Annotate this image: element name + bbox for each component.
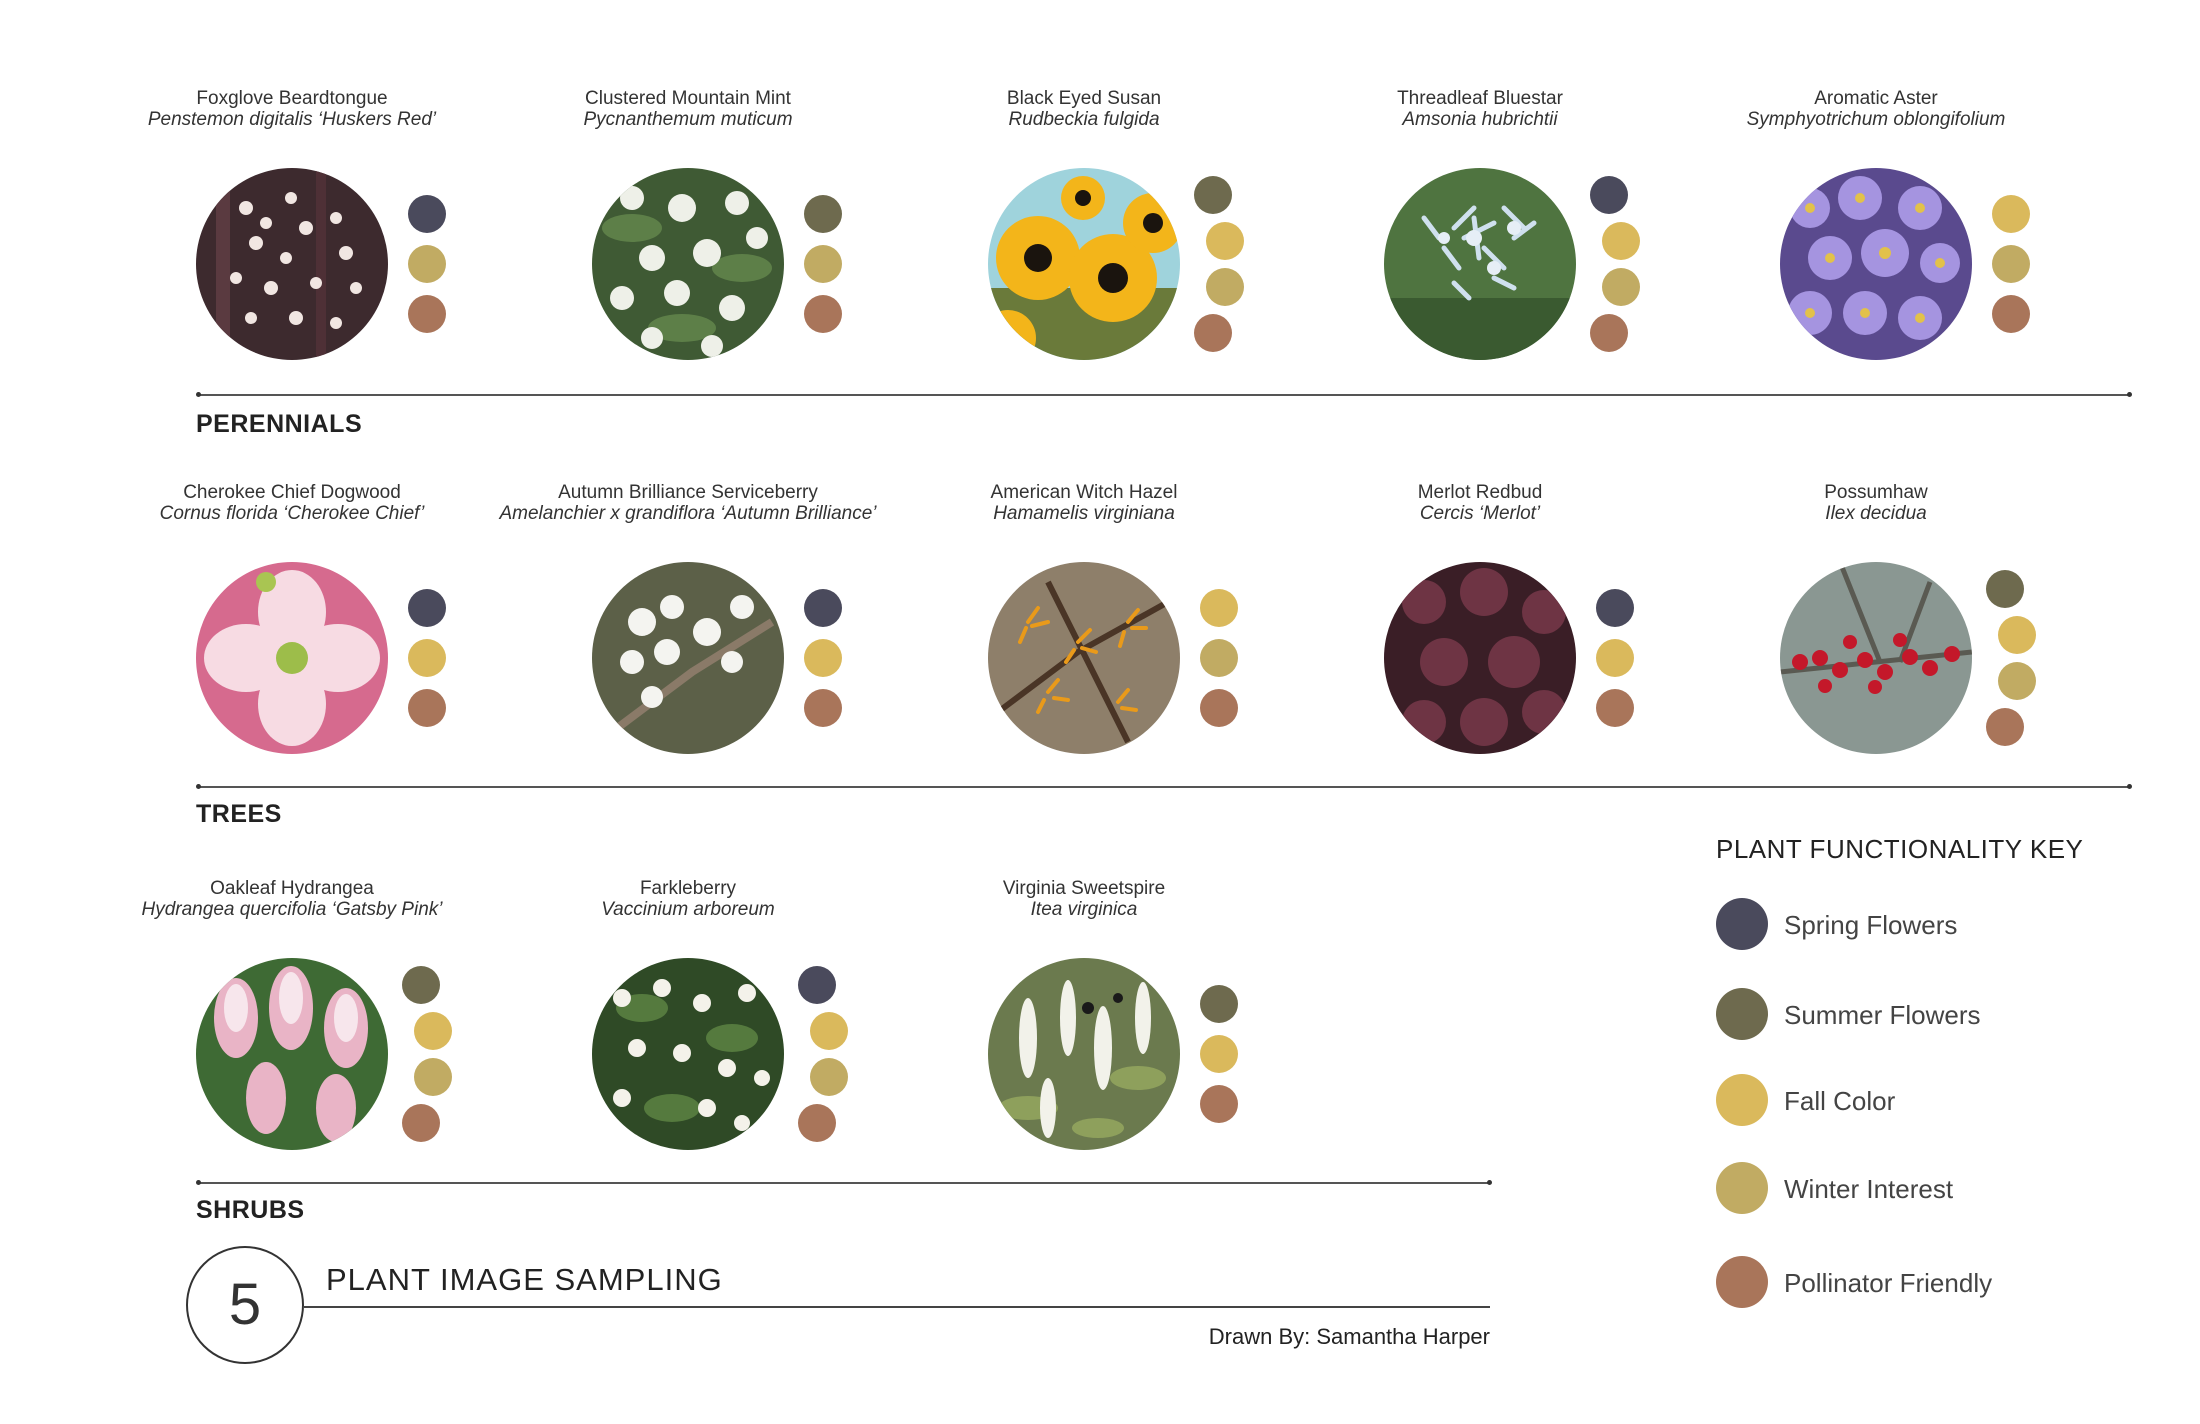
pollinator-function-dot — [804, 295, 842, 333]
key-item-fall — [1716, 1074, 2136, 1126]
sheet-number: 5 — [186, 1246, 304, 1364]
spring-function-dot — [408, 195, 446, 233]
key-item-label: Spring Flowers — [1784, 910, 1958, 940]
plant-common-name: Cherokee Chief Dogwood — [183, 482, 401, 503]
key-item-label: Winter Interest — [1784, 1174, 1954, 1204]
summer-function-dot — [402, 966, 440, 1004]
plant-card — [488, 482, 888, 782]
fall-function-dot — [1200, 589, 1238, 627]
plant-common-name: Virginia Sweetspire — [1002, 878, 1166, 899]
plant-latin-name: Amelanchier x grandiflora ‘Autumn Brilliance’ — [499, 503, 877, 524]
drawn-by-credit: Drawn By: Samantha Harper — [1208, 1324, 1490, 1349]
pollinator-function-dot — [1992, 295, 2030, 333]
plant-latin-name: Vaccinium arboreum — [601, 899, 775, 920]
plant-latin-name: Rudbeckia fulgida — [1008, 109, 1160, 130]
pollinator-function-dot — [1590, 314, 1628, 352]
key-item-winter — [1716, 1162, 2136, 1214]
plant-photo-dogwood — [196, 562, 388, 754]
winter-function-dot — [1998, 662, 2036, 700]
winter-function-dot — [810, 1058, 848, 1096]
plant-photo-farkleberry — [592, 958, 784, 1150]
winter-function-dot — [1206, 268, 1244, 306]
key-item-spring — [1716, 898, 2136, 950]
spring-flowers-swatch — [1716, 898, 1768, 950]
key-item-label: Fall Color — [1784, 1086, 1896, 1116]
fall-function-dot — [804, 639, 842, 677]
key-item-label: Pollinator Friendly — [1784, 1268, 1993, 1298]
winter-function-dot — [804, 245, 842, 283]
summer-flowers-swatch — [1716, 988, 1768, 1040]
plant-photo-aster — [1780, 168, 1972, 360]
fall-function-dot — [1596, 639, 1634, 677]
plant-latin-name: Cornus florida ‘Cherokee Chief’ — [159, 503, 425, 524]
plant-photo-redbud — [1384, 562, 1576, 754]
pollinator-function-dot — [408, 295, 446, 333]
fall-function-dot — [810, 1012, 848, 1050]
winter-function-dot — [414, 1058, 452, 1096]
plant-card — [1280, 88, 1680, 388]
plant-latin-name: Penstemon digitalis ‘Huskers Red’ — [147, 109, 437, 130]
winter-function-dot — [1200, 639, 1238, 677]
key-item-label: Summer Flowers — [1784, 1000, 1981, 1030]
pollinator-function-dot — [1200, 689, 1238, 727]
plant-photo-sweetspire — [988, 958, 1180, 1150]
key-title: PLANT FUNCTIONALITY KEY — [1716, 834, 2084, 864]
plant-photo-bluestar — [1384, 168, 1576, 360]
plant-common-name: Autumn Brilliance Serviceberry — [558, 482, 818, 503]
pollinator-function-dot — [798, 1104, 836, 1142]
fall-function-dot — [1206, 222, 1244, 260]
pollinator-friendly-swatch — [1716, 1256, 1768, 1308]
pollinator-function-dot — [1986, 708, 2024, 746]
plant-common-name: American Witch Hazel — [990, 482, 1178, 503]
plant-latin-name: Pycnanthemum muticum — [583, 109, 793, 130]
summer-function-dot — [1986, 570, 2024, 608]
plant-card — [884, 878, 1284, 1178]
fall-function-dot — [1998, 616, 2036, 654]
spring-function-dot — [1590, 176, 1628, 214]
plant-latin-name: Hydrangea quercifolia ‘Gatsby Pink’ — [141, 899, 443, 920]
spring-function-dot — [798, 966, 836, 1004]
plant-common-name: Oakleaf Hydrangea — [210, 878, 374, 899]
plant-latin-name: Symphyotrichum oblongifolium — [1746, 109, 2006, 130]
winter-function-dot — [408, 245, 446, 283]
winter-interest-swatch — [1716, 1162, 1768, 1214]
pollinator-function-dot — [804, 689, 842, 727]
plant-photo-possumhaw — [1780, 562, 1972, 754]
section-label-shrubs: SHRUBS — [196, 1196, 305, 1224]
plant-card — [884, 482, 1284, 782]
plant-common-name: Merlot Redbud — [1417, 482, 1543, 503]
plant-common-name: Foxglove Beardtongue — [196, 88, 388, 109]
plant-card — [1676, 88, 2076, 388]
summer-function-dot — [1194, 176, 1232, 214]
summer-function-dot — [1200, 985, 1238, 1023]
spring-function-dot — [804, 589, 842, 627]
plant-card — [488, 878, 888, 1178]
pollinator-function-dot — [1194, 314, 1232, 352]
plant-photo-serviceberry — [592, 562, 784, 754]
plant-common-name: Aromatic Aster — [1814, 88, 1938, 109]
plant-card — [92, 482, 492, 782]
plant-common-name: Threadleaf Bluestar — [1397, 88, 1563, 109]
plant-latin-name: Cercis ‘Merlot’ — [1419, 503, 1541, 524]
fall-function-dot — [1992, 195, 2030, 233]
summer-function-dot — [804, 195, 842, 233]
section-divider — [198, 394, 2130, 396]
spring-function-dot — [1596, 589, 1634, 627]
plant-latin-name: Amsonia hubrichtii — [1402, 109, 1558, 130]
plant-card — [92, 878, 492, 1178]
key-item-pollinator — [1716, 1256, 2136, 1308]
plant-card — [488, 88, 888, 388]
title-underline — [304, 1306, 1490, 1308]
plant-photo-penstemon — [196, 168, 388, 360]
plant-photo-mountain-mint — [592, 168, 784, 360]
plant-common-name: Farkleberry — [639, 878, 737, 899]
fall-color-swatch — [1716, 1074, 1768, 1126]
winter-function-dot — [1602, 268, 1640, 306]
plant-common-name: Clustered Mountain Mint — [585, 88, 791, 109]
spring-function-dot — [408, 589, 446, 627]
section-label-perennials: PERENNIALS — [196, 410, 363, 438]
plant-latin-name: Hamamelis virginiana — [993, 503, 1175, 524]
fall-function-dot — [414, 1012, 452, 1050]
sheet-title: PLANT IMAGE SAMPLING — [326, 1262, 723, 1297]
winter-function-dot — [1992, 245, 2030, 283]
plant-card — [1280, 482, 1680, 782]
fall-function-dot — [1200, 1035, 1238, 1073]
plant-latin-name: Itea virginica — [1030, 899, 1138, 920]
plant-common-name: Black Eyed Susan — [1006, 88, 1162, 109]
plant-photo-hydrangea — [196, 958, 388, 1150]
fall-function-dot — [408, 639, 446, 677]
plant-card — [92, 88, 492, 388]
plant-common-name: Possumhaw — [1824, 482, 1928, 503]
fall-function-dot — [1602, 222, 1640, 260]
plant-card — [1676, 482, 2076, 782]
plant-latin-name: Ilex decidua — [1825, 503, 1927, 524]
pollinator-function-dot — [408, 689, 446, 727]
plant-photo-black-eyed-susan — [988, 168, 1180, 360]
pollinator-function-dot — [402, 1104, 440, 1142]
pollinator-function-dot — [1200, 1085, 1238, 1123]
section-label-trees: TREES — [196, 800, 282, 828]
pollinator-function-dot — [1596, 689, 1634, 727]
plant-card — [884, 88, 1284, 388]
key-item-summer — [1716, 988, 2136, 1040]
section-divider — [198, 1182, 1490, 1184]
section-divider — [198, 786, 2130, 788]
plant-photo-witch-hazel — [988, 562, 1180, 754]
